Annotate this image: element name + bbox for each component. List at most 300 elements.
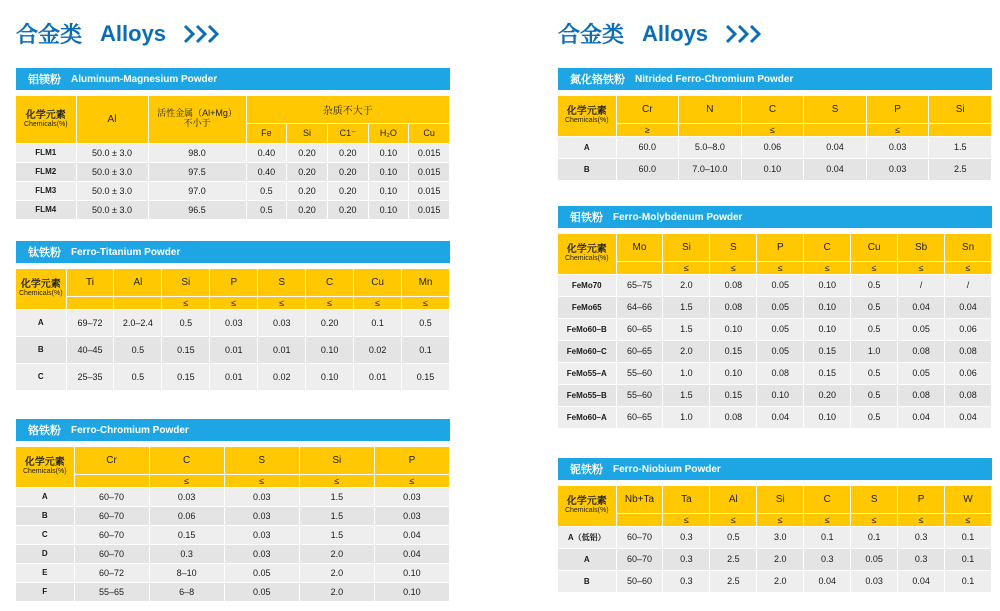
row-label: E xyxy=(16,563,74,582)
table-cell: 0.08 xyxy=(710,274,757,296)
table-cell: 2.0 xyxy=(299,563,374,582)
sub-header: ≤ xyxy=(306,296,354,309)
table-cell: 0.03 xyxy=(374,487,449,506)
table-row xyxy=(16,487,450,506)
table-cell: 0.5 xyxy=(246,200,287,219)
table-row xyxy=(558,274,992,296)
table-cell: 0.20 xyxy=(327,143,368,162)
section-name-en: Ferro-Molybdenum Powder xyxy=(613,211,743,223)
table-cell: 0.01 xyxy=(258,336,306,363)
table-cell: 2.5 xyxy=(710,548,757,570)
table-cell: 0.05 xyxy=(898,362,945,384)
row-label: A xyxy=(16,309,66,336)
sub-header: ≤ xyxy=(210,296,258,309)
table-cell: 2.0 xyxy=(299,582,374,601)
sub-header: ≤ xyxy=(898,261,945,274)
sub-header xyxy=(929,123,992,136)
table-cell: 0.015 xyxy=(409,162,450,181)
table-row xyxy=(16,143,450,162)
col-header: 活性金属（Al+Mg）不小于 xyxy=(148,96,246,143)
col-header: S xyxy=(710,234,757,261)
col-header: P xyxy=(866,96,929,123)
table-cell: 0.5 xyxy=(851,296,898,318)
col-header: C xyxy=(804,234,851,261)
section-aluminum-magnesium xyxy=(16,68,450,220)
section-header xyxy=(16,419,450,441)
table-cell: / xyxy=(945,274,992,296)
chemicals-header: 化学元素 Chemicals(%) xyxy=(558,234,616,274)
table-cell: 0.10 xyxy=(804,296,851,318)
row-label: FeMo60–B xyxy=(558,318,616,340)
table-cell: 0.10 xyxy=(741,158,804,180)
table-cell: 0.05 xyxy=(757,340,804,362)
table-cell: 0.5 xyxy=(162,309,210,336)
table-row xyxy=(558,526,992,548)
table-row xyxy=(558,384,992,406)
col-header: Cu xyxy=(851,234,898,261)
table-row xyxy=(558,362,992,384)
table-cell: 0.08 xyxy=(710,406,757,428)
table-cell: 0.10 xyxy=(368,200,409,219)
table-cell: 0.03 xyxy=(851,570,898,592)
table-cell: 0.02 xyxy=(354,336,402,363)
triple-chevron-right-icon xyxy=(724,23,764,45)
sub-header: C1⁻ xyxy=(327,123,368,143)
table-row xyxy=(16,525,450,544)
table-cell: 96.5 xyxy=(148,200,246,219)
table-cell: 60–70 xyxy=(74,544,149,563)
col-header: Si xyxy=(299,447,374,474)
row-label: FeMo65 xyxy=(558,296,616,318)
table-cell: 64–66 xyxy=(616,296,663,318)
table-cell: 0.15 xyxy=(162,363,210,390)
table-cell: 0.04 xyxy=(898,570,945,592)
table-cell: 0.05 xyxy=(898,318,945,340)
table-cell: 98.0 xyxy=(148,143,246,162)
table-cell: 60–65 xyxy=(616,406,663,428)
table-cell: 0.20 xyxy=(287,200,328,219)
table-cell: 0.5 xyxy=(114,336,162,363)
table-cell: 97.5 xyxy=(148,162,246,181)
col-header: P xyxy=(210,269,258,296)
row-label: FeMo70 xyxy=(558,274,616,296)
table-cell: 8–10 xyxy=(149,563,224,582)
table-cell: 0.01 xyxy=(210,336,258,363)
nitrided-ferro-chromium-table xyxy=(558,96,992,181)
section-header xyxy=(558,68,992,90)
col-header: Sb xyxy=(898,234,945,261)
section-name-cn: 铝镁粉 xyxy=(28,74,61,86)
table-cell: 0.1 xyxy=(945,526,992,548)
section-name-en: Ferro-Niobium Powder xyxy=(613,463,721,475)
col-header: Mn xyxy=(402,269,450,296)
table-cell: 1.5 xyxy=(299,487,374,506)
col-header: Si xyxy=(162,269,210,296)
table-cell: 50–60 xyxy=(616,570,663,592)
sub-header: ≤ xyxy=(162,296,210,309)
table-cell: 0.08 xyxy=(898,340,945,362)
table-row xyxy=(16,544,450,563)
section-name-cn: 铌铁粉 xyxy=(570,464,603,476)
section-header xyxy=(558,458,992,480)
col-header: Al xyxy=(76,96,148,143)
sub-header: ≤ xyxy=(224,474,299,487)
table-cell: 0.10 xyxy=(368,181,409,200)
table-cell: 0.05 xyxy=(757,274,804,296)
sub-header xyxy=(66,296,114,309)
table-row xyxy=(16,309,450,336)
sub-header: ≤ xyxy=(945,513,992,526)
sub-header: ≤ xyxy=(851,261,898,274)
table-cell: 0.05 xyxy=(224,563,299,582)
col-header: Si xyxy=(663,234,710,261)
table-cell: 0.03 xyxy=(866,158,929,180)
sub-header: Fe xyxy=(246,123,287,143)
row-label: C xyxy=(16,525,74,544)
table-cell: 0.3 xyxy=(663,526,710,548)
col-header: Nb+Ta xyxy=(616,486,663,513)
table-cell: 0.04 xyxy=(374,525,449,544)
table-row xyxy=(16,162,450,181)
table-cell: 2.0 xyxy=(663,340,710,362)
table-cell: 0.10 xyxy=(368,162,409,181)
row-label: FeMo55–A xyxy=(558,362,616,384)
table-cell: 60.0 xyxy=(616,136,679,158)
table-cell: 0.03 xyxy=(224,506,299,525)
ferro-niobium-table xyxy=(558,486,992,593)
table-cell: 0.20 xyxy=(804,384,851,406)
row-label: FeMo55–B xyxy=(558,384,616,406)
table-cell: 0.5 xyxy=(114,363,162,390)
al-mg-table xyxy=(16,96,450,220)
section-name-en: Aluminum-Magnesium Powder xyxy=(71,73,218,85)
table-cell: 0.08 xyxy=(898,384,945,406)
table-cell: 0.03 xyxy=(210,309,258,336)
section-name-cn: 铬铁粉 xyxy=(28,425,61,437)
table-row xyxy=(16,506,450,525)
table-cell: / xyxy=(898,274,945,296)
table-cell: 0.15 xyxy=(149,525,224,544)
table-cell: 0.3 xyxy=(804,548,851,570)
table-cell: 0.01 xyxy=(354,363,402,390)
table-cell: 2.0 xyxy=(663,274,710,296)
table-cell: 55–60 xyxy=(616,362,663,384)
row-label: F xyxy=(16,582,74,601)
table-cell: 0.05 xyxy=(851,548,898,570)
table-cell: 0.03 xyxy=(866,136,929,158)
col-header: P xyxy=(898,486,945,513)
table-cell: 1.0 xyxy=(851,340,898,362)
sub-header: ≥ xyxy=(616,123,679,136)
ferro-chromium-table xyxy=(16,447,450,602)
table-cell: 2.0–2.4 xyxy=(114,309,162,336)
table-cell: 0.15 xyxy=(804,362,851,384)
col-header: Al xyxy=(114,269,162,296)
row-label: FLM4 xyxy=(16,200,76,219)
row-label: FLM2 xyxy=(16,162,76,181)
impurity-header: 杂质不大于 xyxy=(246,96,450,123)
sub-header: ≤ xyxy=(710,261,757,274)
table-cell: 6–8 xyxy=(149,582,224,601)
title-en: Alloys xyxy=(100,20,167,46)
section-name-cn: 钼铁粉 xyxy=(570,212,603,224)
table-cell: 1.5 xyxy=(929,136,992,158)
col-header: C xyxy=(804,486,851,513)
row-label: FeMo60–C xyxy=(558,340,616,362)
row-label: D xyxy=(16,544,74,563)
table-cell: 0.10 xyxy=(368,143,409,162)
table-cell: 0.06 xyxy=(945,318,992,340)
row-label: C xyxy=(16,363,66,390)
table-row xyxy=(558,158,992,180)
sub-header: ≤ xyxy=(402,296,450,309)
table-cell: 0.5 xyxy=(246,181,287,200)
table-cell: 0.10 xyxy=(804,406,851,428)
table-cell: 0.06 xyxy=(149,506,224,525)
table-cell: 0.40 xyxy=(246,143,287,162)
section-name-cn: 氮化铬铁粉 xyxy=(570,74,625,86)
table-cell: 0.15 xyxy=(710,340,757,362)
table-cell: 55–65 xyxy=(74,582,149,601)
table-cell: 0.03 xyxy=(224,487,299,506)
table-cell: 60–70 xyxy=(74,525,149,544)
sub-header: ≤ xyxy=(757,513,804,526)
table-cell: 0.1 xyxy=(945,570,992,592)
table-cell: 0.04 xyxy=(804,570,851,592)
table-cell: 0.3 xyxy=(663,570,710,592)
table-cell: 0.04 xyxy=(898,296,945,318)
table-cell: 50.0 ± 3.0 xyxy=(76,143,148,162)
table-cell: 0.3 xyxy=(898,548,945,570)
row-label: B xyxy=(558,158,616,180)
table-cell: 0.20 xyxy=(287,162,328,181)
table-cell: 0.05 xyxy=(757,296,804,318)
col-header: Cr xyxy=(74,447,149,474)
table-cell: 60–70 xyxy=(74,506,149,525)
table-cell: 0.04 xyxy=(757,406,804,428)
row-label: B xyxy=(16,506,74,525)
table-cell: 0.20 xyxy=(327,181,368,200)
sub-header: ≤ xyxy=(741,123,804,136)
title-cn: 合金类 xyxy=(16,22,83,47)
table-cell: 0.10 xyxy=(374,582,449,601)
table-row xyxy=(558,406,992,428)
row-label: B xyxy=(558,570,616,592)
row-label: A xyxy=(16,487,74,506)
table-cell: 0.08 xyxy=(757,362,804,384)
table-cell: 0.5 xyxy=(851,318,898,340)
col-header: Si xyxy=(757,486,804,513)
table-row xyxy=(558,340,992,362)
table-row xyxy=(558,296,992,318)
sub-header: ≤ xyxy=(851,513,898,526)
col-header: N xyxy=(679,96,742,123)
table-row xyxy=(558,570,992,592)
table-cell: 1.0 xyxy=(663,362,710,384)
sub-header xyxy=(616,513,663,526)
section-header xyxy=(558,206,992,228)
row-label: A（低铝） xyxy=(558,526,616,548)
row-label: FLM3 xyxy=(16,181,76,200)
row-label: A xyxy=(558,548,616,570)
table-cell: 0.5 xyxy=(710,526,757,548)
table-cell: 1.5 xyxy=(663,296,710,318)
table-cell: 1.5 xyxy=(299,525,374,544)
section-nitrided-ferro-chromium xyxy=(558,68,992,181)
table-row xyxy=(16,582,450,601)
table-cell: 0.20 xyxy=(327,162,368,181)
table-cell: 50.0 ± 3.0 xyxy=(76,181,148,200)
table-cell: 0.04 xyxy=(374,544,449,563)
table-cell: 40–45 xyxy=(66,336,114,363)
table-cell: 0.08 xyxy=(945,384,992,406)
row-label: FLM1 xyxy=(16,143,76,162)
col-header: P xyxy=(374,447,449,474)
col-header: Cu xyxy=(354,269,402,296)
table-cell: 60–70 xyxy=(616,526,663,548)
table-cell: 0.1 xyxy=(945,548,992,570)
sub-header xyxy=(679,123,742,136)
table-cell: 0.3 xyxy=(898,526,945,548)
section-name-cn: 钛铁粉 xyxy=(28,247,61,259)
table-cell: 97.0 xyxy=(148,181,246,200)
table-cell: 0.015 xyxy=(409,200,450,219)
row-label: A xyxy=(558,136,616,158)
table-cell: 0.10 xyxy=(804,274,851,296)
table-cell: 65–75 xyxy=(616,274,663,296)
table-row xyxy=(558,136,992,158)
col-header: C xyxy=(306,269,354,296)
table-cell: 1.0 xyxy=(663,406,710,428)
table-cell: 0.40 xyxy=(246,162,287,181)
sub-header xyxy=(114,296,162,309)
table-cell: 0.10 xyxy=(374,563,449,582)
table-cell: 0.15 xyxy=(162,336,210,363)
col-header: Sn xyxy=(945,234,992,261)
table-cell: 0.20 xyxy=(327,200,368,219)
table-cell: 0.3 xyxy=(663,548,710,570)
sub-header: ≤ xyxy=(374,474,449,487)
section-header xyxy=(16,241,450,263)
table-cell: 1.5 xyxy=(299,506,374,525)
col-header: S xyxy=(851,486,898,513)
table-cell: 0.01 xyxy=(210,363,258,390)
col-header: Si xyxy=(929,96,992,123)
col-header: Ta xyxy=(663,486,710,513)
table-cell: 0.03 xyxy=(224,525,299,544)
sub-header: ≤ xyxy=(804,261,851,274)
col-header: W xyxy=(945,486,992,513)
table-row xyxy=(558,318,992,340)
section-name-en: Ferro-Chromium Powder xyxy=(71,424,189,436)
sub-header: ≤ xyxy=(258,296,306,309)
sub-header xyxy=(74,474,149,487)
table-cell: 3.0 xyxy=(757,526,804,548)
table-row xyxy=(558,548,992,570)
table-cell: 60–65 xyxy=(616,318,663,340)
table-cell: 0.04 xyxy=(804,158,867,180)
section-name-en: Ferro-Titanium Powder xyxy=(71,246,181,258)
table-cell: 60–70 xyxy=(74,487,149,506)
sub-header: Cu xyxy=(409,123,450,143)
sub-header: ≤ xyxy=(663,261,710,274)
table-cell: 7.0–10.0 xyxy=(679,158,742,180)
table-cell: 0.03 xyxy=(224,544,299,563)
col-header: S xyxy=(224,447,299,474)
table-cell: 50.0 ± 3.0 xyxy=(76,200,148,219)
table-cell: 0.10 xyxy=(710,318,757,340)
row-label: B xyxy=(16,336,66,363)
table-cell: 0.03 xyxy=(374,506,449,525)
chemicals-header: 化学元素 Chemicals(%) xyxy=(16,96,76,143)
sub-header: ≤ xyxy=(299,474,374,487)
table-cell: 60.0 xyxy=(616,158,679,180)
table-cell: 0.05 xyxy=(757,318,804,340)
chemicals-header: 化学元素 Chemicals(%) xyxy=(558,96,616,136)
sub-header: ≤ xyxy=(757,261,804,274)
table-cell: 50.0 ± 3.0 xyxy=(76,162,148,181)
col-header: P xyxy=(757,234,804,261)
table-cell: 60–72 xyxy=(74,563,149,582)
ferro-titanium-table xyxy=(16,269,450,391)
table-row xyxy=(16,363,450,390)
table-cell: 0.1 xyxy=(402,336,450,363)
table-cell: 0.10 xyxy=(306,363,354,390)
table-cell: 60–65 xyxy=(616,340,663,362)
table-cell: 0.20 xyxy=(306,309,354,336)
table-cell: 0.04 xyxy=(945,406,992,428)
table-cell: 0.015 xyxy=(409,181,450,200)
sub-header xyxy=(616,261,663,274)
table-cell: 0.3 xyxy=(149,544,224,563)
table-cell: 0.15 xyxy=(402,363,450,390)
table-cell: 0.05 xyxy=(224,582,299,601)
table-row xyxy=(16,563,450,582)
chemicals-header: 化学元素 Chemicals(%) xyxy=(16,447,74,487)
chemicals-header: 化学元素 Chemicals(%) xyxy=(16,269,66,309)
col-header: C xyxy=(741,96,804,123)
table-cell: 0.08 xyxy=(945,340,992,362)
col-header: C xyxy=(149,447,224,474)
sub-header: ≤ xyxy=(898,513,945,526)
table-cell: 0.20 xyxy=(287,143,328,162)
table-cell: 0.04 xyxy=(804,136,867,158)
table-cell: 2.5 xyxy=(929,158,992,180)
col-header: Mo xyxy=(616,234,663,261)
table-cell: 2.0 xyxy=(757,548,804,570)
table-cell: 0.03 xyxy=(149,487,224,506)
sub-header: ≤ xyxy=(663,513,710,526)
page-title-left xyxy=(16,18,222,49)
section-name-en: Nitrided Ferro-Chromium Powder xyxy=(635,73,794,85)
table-cell: 0.10 xyxy=(306,336,354,363)
sub-header: ≤ xyxy=(354,296,402,309)
sub-header xyxy=(804,123,867,136)
sub-header: ≤ xyxy=(945,261,992,274)
table-cell: 0.06 xyxy=(741,136,804,158)
ferro-molybdenum-table xyxy=(558,234,992,429)
table-row xyxy=(16,200,450,219)
table-cell: 1.5 xyxy=(663,384,710,406)
triple-chevron-right-icon xyxy=(182,23,222,45)
table-cell: 0.1 xyxy=(804,526,851,548)
title-en: Alloys xyxy=(642,20,709,46)
sub-header: ≤ xyxy=(149,474,224,487)
table-cell: 0.5 xyxy=(851,384,898,406)
table-cell: 0.5 xyxy=(851,406,898,428)
table-cell: 0.10 xyxy=(757,384,804,406)
sub-header: Si xyxy=(287,123,328,143)
